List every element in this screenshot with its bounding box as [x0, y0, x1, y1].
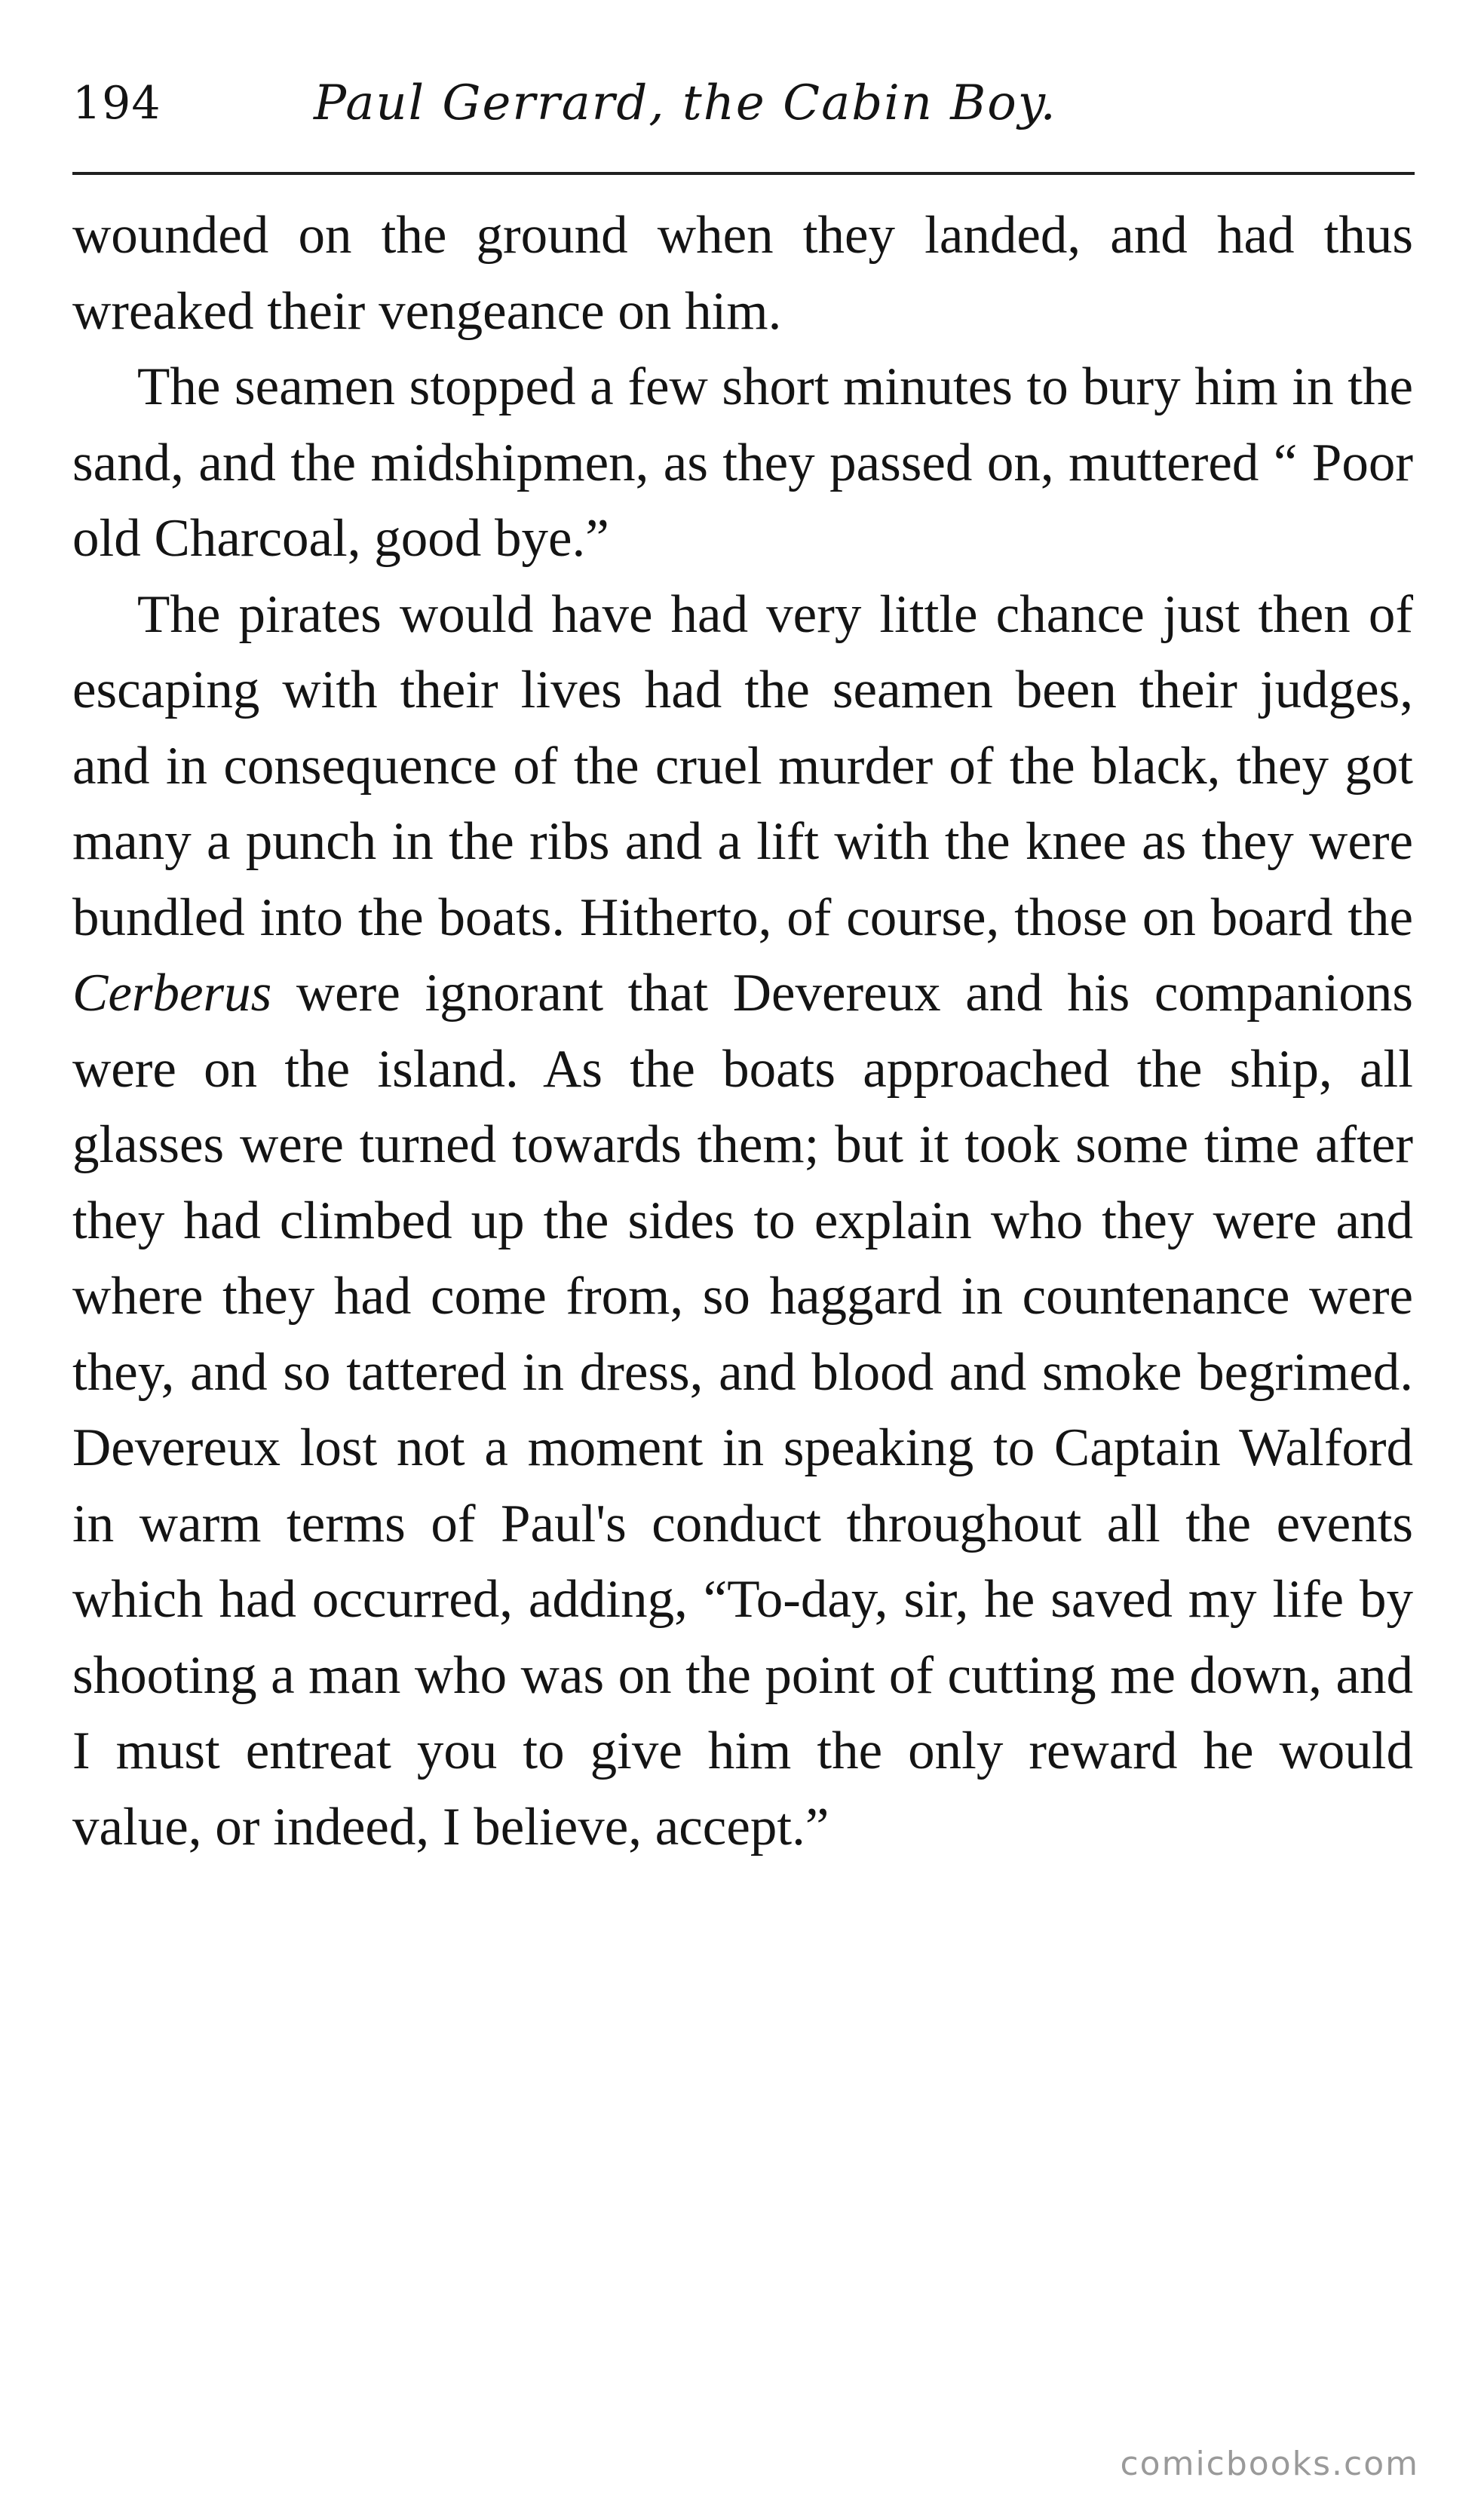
- paragraph-3-text-start: The pirates would have had very little chance just then of escaping with their lives had the seamen been their judges, and in consequence of the cruel murder of the black, they got many a punch in the ribs and a lift with the knee as they were bundled into the boats. Hitherto, of course, those on board the: [72, 584, 1413, 947]
- paragraph-1: wounded on the ground when they landed, and had thus wreaked their vengeance on him.: [72, 206, 1413, 341]
- paragraph-3-text-end: were ignorant that Devereux and his companions were on the island. As the boats approached the ship, all glasses were turned towards them; but it took some time after they had climbed up the sides to explain who they were and where they had come from, so haggard in countenance were they, and so tattered in dress, and blood and smoke begrimed. Devereux lost not a moment in speaking to Captain Walford in warm terms of Paul's conduct throughout all the events which had occurred, adding, “To-day, sir, he saved my life by shooting a man who was on the point of cutting me down, and I must entreat you to give him the only reward he would value, or indeed, I believe, accept.”: [72, 964, 1413, 1857]
- body-text: [72, 198, 1413, 1865]
- ship-name: Cerberus: [72, 964, 272, 1023]
- paragraph-2: The seamen stopped a few short minutes to bury him in the sand, and the midshipmen, as they passed on, muttered “ Poor old Charcoal, good bye.”: [72, 357, 1413, 568]
- watermark: comicbooks.com: [1120, 2445, 1419, 2483]
- page-number: 194: [72, 77, 161, 130]
- running-title: Paul Gerrard, the Cabin Boy.: [314, 75, 1057, 131]
- header-rule: [72, 172, 1415, 175]
- paragraph-3: [72, 577, 1413, 1866]
- running-head: [72, 69, 1415, 137]
